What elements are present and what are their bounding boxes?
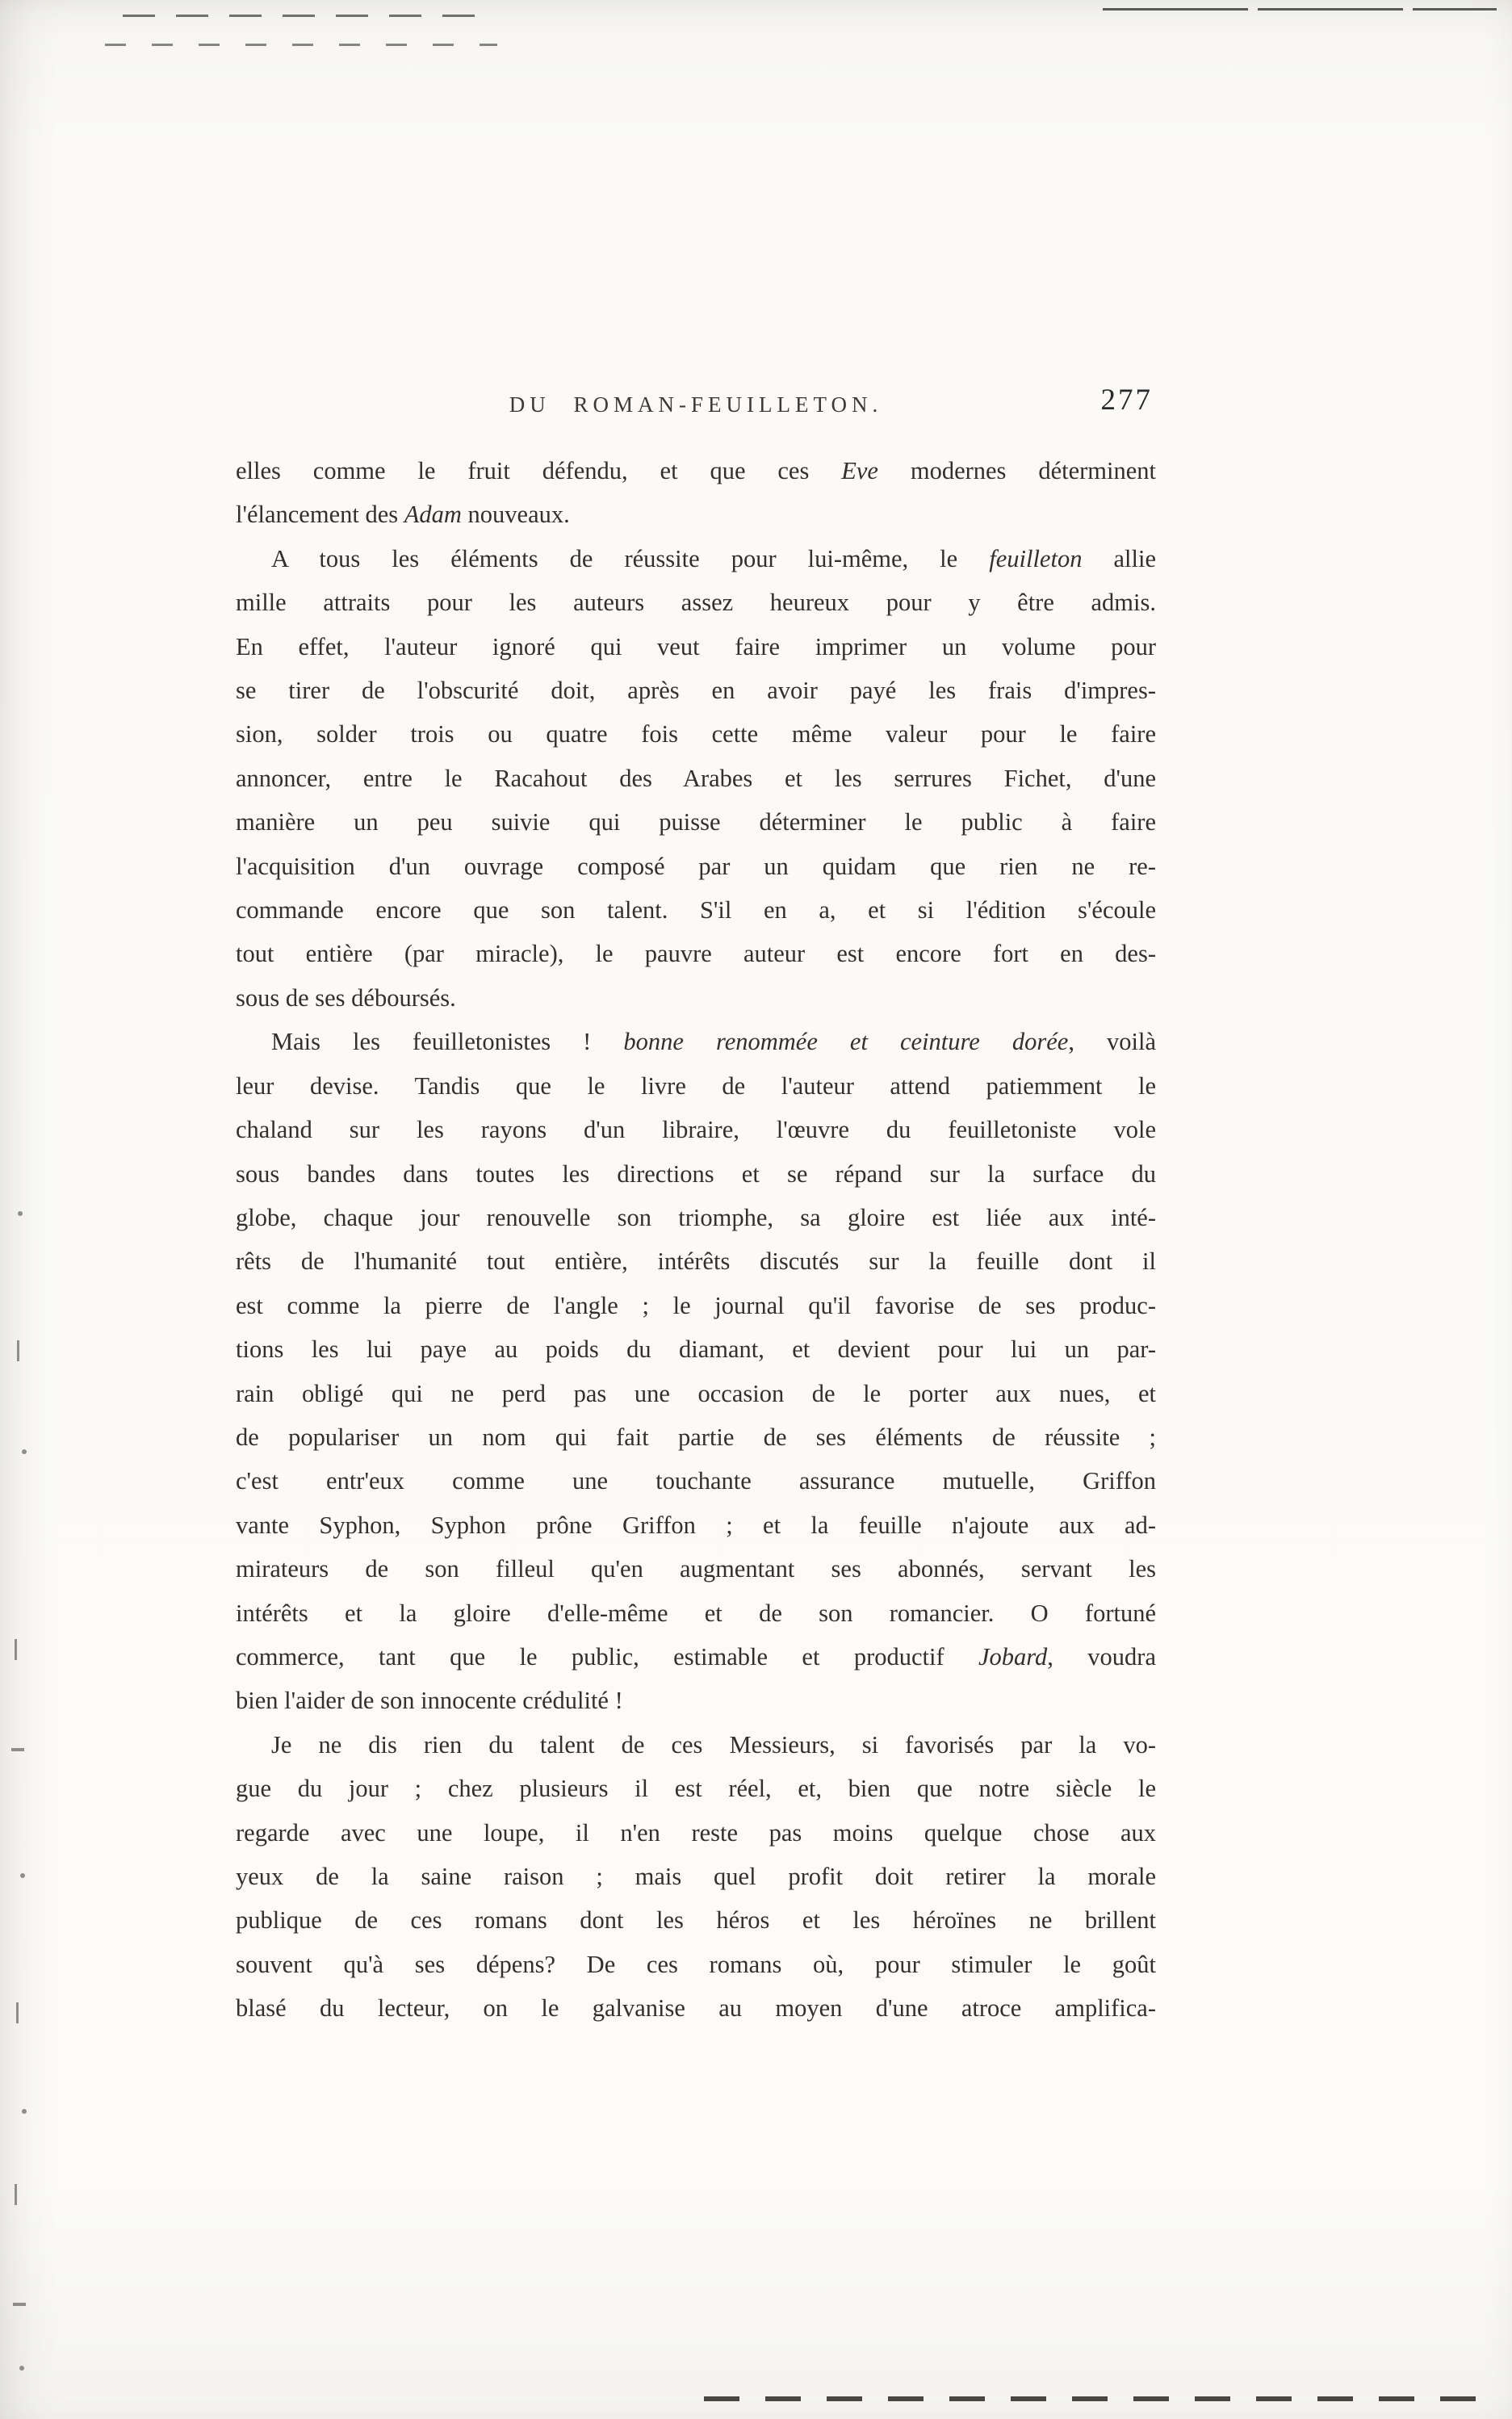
text-line: vante Syphon, Syphon prône Griffon ; et la feuille n'ajoute aux ad-	[236, 1511, 1156, 1539]
text-line: blasé du lecteur, on le galvanise au moyen d'une atroce amplifica-	[236, 1994, 1156, 2023]
text-line: est comme la pierre de l'angle ; le journal qu'il favorise de ses produc-	[236, 1291, 1156, 1319]
text-line: regarde avec une loupe, il n'en reste pas moins quelque chose aux	[236, 1818, 1156, 1847]
text-line: sion, solder trois ou quatre fois cette même valeur pour le faire	[236, 720, 1156, 748]
text-block	[236, 449, 1156, 2031]
scan-mark	[13, 2303, 26, 2306]
scan-mark	[15, 2184, 17, 2205]
text-line: mille attraits pour les auteurs assez heureux pour y être admis.	[236, 589, 1156, 617]
text-line: c'est entr'eux comme une touchante assurance mutuelle, Griffon	[236, 1467, 1156, 1495]
scan-artifact-top-dashes-2	[105, 44, 497, 46]
scan-mark	[17, 1340, 19, 1361]
text-line: rêts de l'humanité tout entière, intérêts discutés sur la feuille dont il	[236, 1247, 1156, 1276]
text-line: Mais les feuilletonistes ! bonne renommée et ceinture dorée, voilà	[271, 1028, 1156, 1056]
scan-artifact-bottom-dashes	[704, 2396, 1493, 2401]
scan-mark	[18, 1211, 23, 1216]
text-line: sous de ses déboursés.	[236, 983, 456, 1012]
scan-mark	[22, 2109, 27, 2114]
text-line: A tous les éléments de réussite pour lui-même, le feuilleton allie	[271, 544, 1156, 572]
text-line: tout entière (par miracle), le pauvre auteur est encore fort en des-	[236, 940, 1156, 968]
text-line: elles comme le fruit défendu, et que ces Eve modernes déterminent	[236, 457, 1156, 484]
running-header-title: DU ROMAN-FEUILLETON.	[509, 392, 883, 417]
scan-mark	[16, 2002, 19, 2023]
scan-mark	[22, 1449, 27, 1454]
text-line: l'acquisition d'un ouvrage composé par un quidam que rien ne re-	[236, 852, 1156, 880]
scan-mark	[19, 2366, 24, 2371]
text-line: intérêts et la gloire d'elle-même et de son romancier. O fortuné	[236, 1599, 1156, 1627]
text-line: mirateurs de son filleul qu'en augmentant ses abonnés, servant les	[236, 1555, 1156, 1583]
text-line: publique de ces romans dont les héros et les héroïnes ne brillent	[236, 1906, 1156, 1935]
text-line: chaland sur les rayons d'un libraire, l'œuvre du feuilletoniste vole	[236, 1116, 1156, 1144]
text-line: gue du jour ; chez plusieurs il est réel, et, bien que notre siècle le	[236, 1775, 1156, 1803]
paragraph	[236, 1020, 1156, 1723]
text-line: globe, chaque jour renouvelle son triomphe, sa gloire est liée aux inté-	[236, 1203, 1156, 1231]
text-line: manière un peu suivie qui puisse déterminer le public à faire	[236, 808, 1156, 836]
text-line: En effet, l'auteur ignoré qui veut faire imprimer un volume pour	[236, 632, 1156, 660]
text-line: yeux de la saine raison ; mais quel profit doit retirer la morale	[236, 1863, 1156, 1890]
scan-mark	[20, 1873, 25, 1878]
paragraph	[236, 449, 1156, 537]
text-line: se tirer de l'obscurité doit, après en avoir payé les frais d'impres-	[236, 677, 1156, 705]
text-line: leur devise. Tandis que le livre de l'auteur attend patiemment le	[236, 1071, 1156, 1100]
page-header	[236, 384, 1156, 433]
scan-mark	[11, 1748, 24, 1751]
text-line: rain obligé qui ne perd pas une occasion de le porter aux nues, et	[236, 1379, 1156, 1407]
scan-artifact-top-dashes-1	[123, 15, 492, 17]
text-line: commande encore que son talent. S'il en a, et si l'édition s'écoule	[236, 896, 1156, 924]
scan-artifact-top-right-line	[1103, 8, 1497, 10]
text-line: tions les lui paye au poids du diamant, et devient pour lui un par-	[236, 1335, 1156, 1364]
text-line: sous bandes dans toutes les directions et se répand sur la surface du	[236, 1159, 1156, 1188]
text-line: commerce, tant que le public, estimable et productif Jobard, voudra	[236, 1642, 1156, 1671]
page-number: 277	[1100, 384, 1153, 417]
text-line: souvent qu'à ses dépens? De ces romans où, pour stimuler le goût	[236, 1950, 1156, 1978]
text-line: bien l'aider de son innocente crédulité !	[236, 1687, 623, 1715]
text-line: annoncer, entre le Racahout des Arabes et les serrures Fichet, d'une	[236, 764, 1156, 792]
text-line: de populariser un nom qui fait partie de ses éléments de réussite ;	[236, 1423, 1156, 1451]
text-line: l'élancement des Adam nouveaux.	[236, 501, 570, 529]
paragraph	[236, 537, 1156, 1020]
text-line: Je ne dis rien du talent de ces Messieurs, si favorisés par la vo-	[271, 1730, 1156, 1759]
scan-mark	[15, 1639, 17, 1660]
paragraph	[236, 1723, 1156, 2031]
